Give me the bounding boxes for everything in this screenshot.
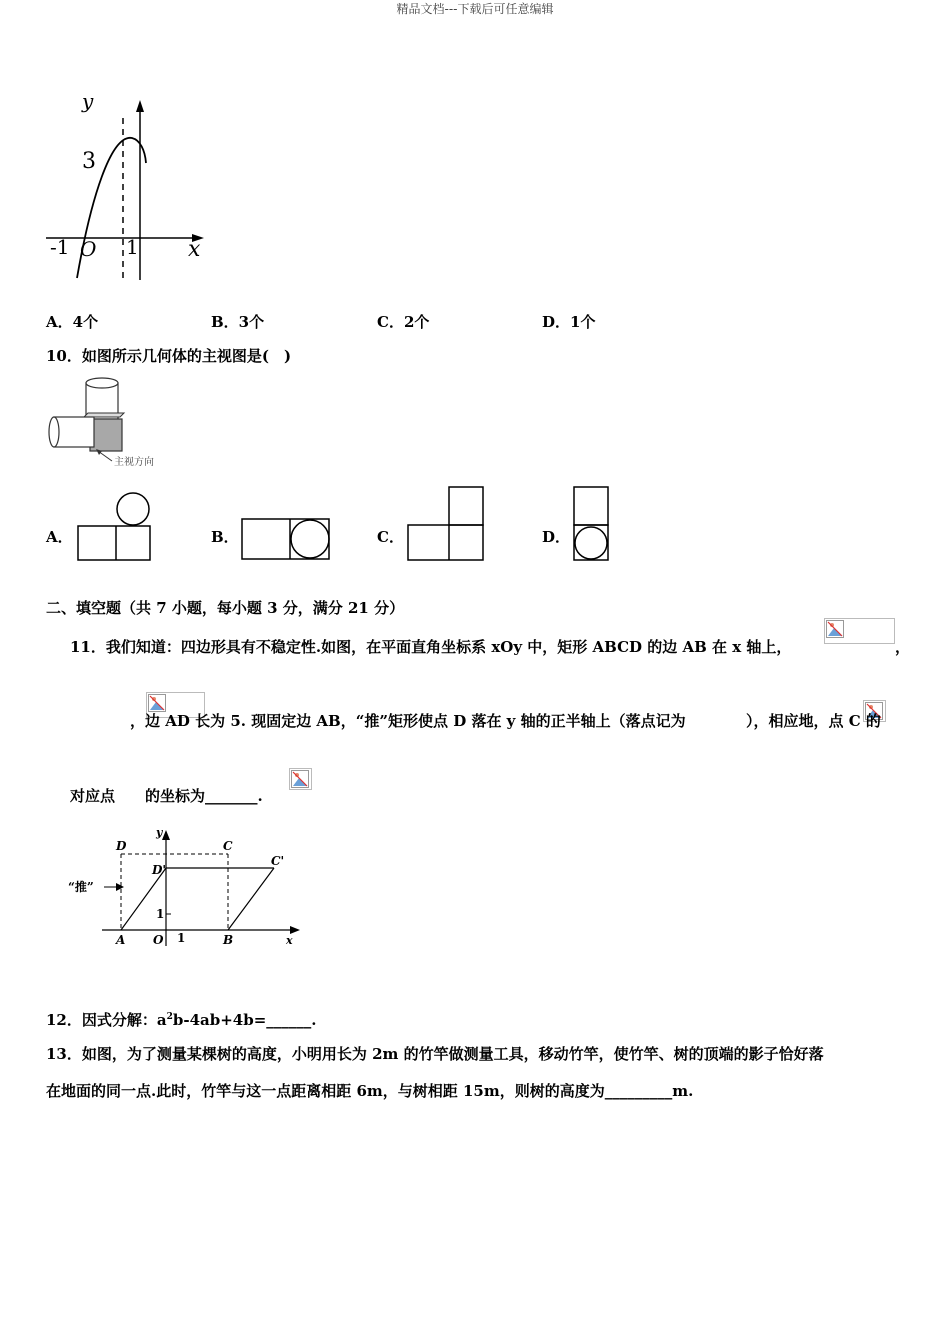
option-a-circle: [117, 493, 149, 525]
option-b-rectangle: [242, 519, 329, 559]
q11-line2a: ，边 AD 长为 5. 现固定边 AB，“推”矩形使点 D 落在 y 轴的正半轴上（落点记为: [130, 712, 686, 730]
q10-option-a[interactable]: A．: [46, 528, 73, 546]
q11-line3b: 的坐标为_______.: [145, 787, 263, 805]
page-header: 精品文档---下载后可任意编辑: [396, 2, 554, 16]
q12-text: [46, 1009, 317, 1030]
label-origin: O: [80, 237, 97, 261]
label-d-prime: D': [152, 863, 167, 877]
label-one: 1: [126, 235, 139, 259]
q9-option-b[interactable]: B．3个: [211, 313, 265, 331]
option-d-circle: [575, 527, 607, 559]
label-one-x: 1: [177, 931, 186, 945]
q11-line2b: ），相应地，点 C 的: [746, 712, 881, 730]
q11-line3a: 对应点: [70, 787, 116, 805]
label-y: y: [156, 826, 163, 839]
option-c-bottom-rectangle: [408, 525, 483, 560]
y-axis-arrow: [136, 100, 144, 112]
label-b: B: [223, 933, 234, 947]
push-arrow-head: [116, 883, 124, 891]
option-a-rectangle: [78, 526, 150, 560]
solid-figure: [44, 375, 174, 475]
option-a-view[interactable]: [76, 492, 154, 564]
rectangle-push-figure: [66, 822, 306, 952]
q10-option-c[interactable]: C．: [377, 528, 404, 546]
y-axis-label: y: [82, 89, 94, 113]
q9-option-a[interactable]: A．4个: [46, 313, 99, 331]
horizontal-cylinder-body: [54, 417, 94, 447]
image-placeholder-icon: [826, 620, 844, 638]
x-axis-arrow: [290, 926, 300, 934]
parabola-graph: [40, 88, 210, 288]
option-c-view[interactable]: [406, 485, 486, 565]
q12-rest: b-4ab+4b=______.: [172, 1011, 317, 1029]
option-b-view[interactable]: [240, 516, 334, 564]
option-d-view[interactable]: [572, 485, 612, 565]
x-axis-label: x: [188, 237, 201, 262]
q11-line1-end: ，: [895, 638, 911, 656]
label-x: x: [286, 934, 293, 947]
label-three: 3: [82, 149, 96, 174]
q9-option-d[interactable]: D．1个: [542, 313, 596, 331]
upright-cylinder-top: [86, 378, 118, 388]
image-placeholder-icon: [291, 770, 309, 788]
y-axis-arrow: [162, 830, 170, 840]
broken-image-icon: [289, 768, 312, 790]
cube-front: [90, 419, 122, 451]
q12-label: 12．因式分解：a: [46, 1011, 167, 1029]
view-direction-label: 主视方向: [114, 457, 154, 468]
q10-option-d[interactable]: D．: [542, 528, 571, 546]
q10-option-b[interactable]: B．: [211, 528, 239, 546]
label-c: C: [223, 839, 233, 853]
label-d: D: [116, 839, 127, 853]
q13-line1: 13．如图，为了测量某棵树的高度，小明用长为 2m 的竹竿做测量工具，移动竹竿，使竹竿、树的顶端的影子恰好落: [46, 1045, 824, 1063]
label-o: O: [153, 933, 164, 947]
pushed-right-edge: [228, 868, 274, 930]
q13-line2: 在地面的同一点.此时，竹竿与这一点距离相距 6m，与树相距 15m，则树的高度为_________m.: [46, 1082, 694, 1100]
cube-top: [84, 413, 124, 417]
label-neg-one: -1: [50, 235, 70, 259]
section-title: 二、填空题（共 7 小题，每小题 3 分，满分 21 分）: [46, 599, 405, 617]
option-d-top-square: [574, 487, 608, 525]
q10-stem: 10．如图所示几何体的主视图是( ): [46, 347, 292, 365]
label-one-y: 1: [156, 907, 165, 921]
option-c-top-square: [449, 487, 483, 525]
label-a: A: [116, 933, 126, 947]
q11-line1: 11．我们知道：四边形具有不稳定性.如图，在平面直角坐标系 xOy 中，矩形 ABCD 的边 AB 在 x 轴上，: [70, 638, 792, 656]
q9-option-c[interactable]: C．2个: [377, 313, 430, 331]
q12-superscript: 2: [166, 1012, 173, 1022]
broken-image-icon: [824, 618, 895, 644]
horizontal-cylinder-end: [49, 417, 59, 447]
label-c-prime: C': [271, 854, 285, 868]
label-push: “推”: [68, 880, 94, 894]
option-b-circle: [291, 520, 329, 558]
